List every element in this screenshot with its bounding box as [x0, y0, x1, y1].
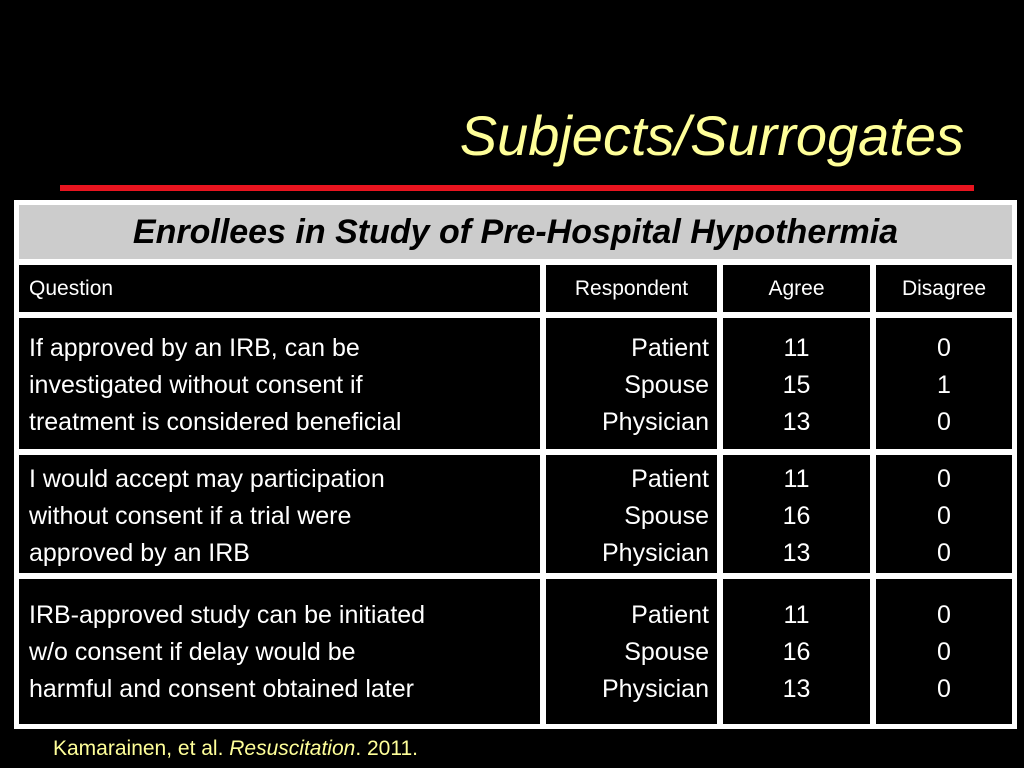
header-respondent — [546, 265, 717, 312]
table-row-3-question: IRB-approved study can be initiated w/o consent if delay would be harmful and consent obtained later — [19, 579, 540, 724]
header-agree-label: Agree — [768, 276, 825, 300]
header-disagree-label: Disagree — [901, 276, 987, 300]
header-respondent-label: Respondent — [574, 276, 689, 300]
slide-title: Subjects/Surrogates — [459, 104, 964, 167]
citation-authors: Kamarainen, et al. — [53, 737, 230, 760]
table-row-1-respondent: Patient Spouse Physician — [546, 318, 717, 449]
citation — [53, 737, 418, 761]
table-row-3-respondent: Patient Spouse Physician — [546, 579, 717, 724]
header-question-label: Question — [29, 276, 114, 300]
citation-year: . 2011. — [355, 737, 418, 760]
table-row-1-question: If approved by an IRB, can be investigated without consent if treatment is considered beneficial — [19, 318, 540, 449]
table-caption: Enrollees in Study of Pre-Hospital Hypothermia — [19, 205, 1012, 259]
table-row-2-agree: 11 16 13 — [723, 455, 870, 573]
citation-journal: Resuscitation — [229, 737, 356, 760]
table-row-1-disagree: 0 1 0 — [876, 318, 1012, 449]
header-agree — [723, 265, 870, 312]
header-disagree — [876, 265, 1012, 312]
enrollees-table — [14, 200, 1017, 729]
table-row-2-respondent: Patient Spouse Physician — [546, 455, 717, 573]
table-row-2-disagree: 0 0 0 — [876, 455, 1012, 573]
header-question — [19, 265, 540, 312]
table-row-3-disagree: 0 0 0 — [876, 579, 1012, 724]
table-row-2-question: I would accept may participation without consent if a trial were approved by an IRB — [19, 455, 540, 573]
table-row-3-agree: 11 16 13 — [723, 579, 870, 724]
table-row-1-agree: 11 15 13 — [723, 318, 870, 449]
title-underline — [60, 185, 974, 191]
